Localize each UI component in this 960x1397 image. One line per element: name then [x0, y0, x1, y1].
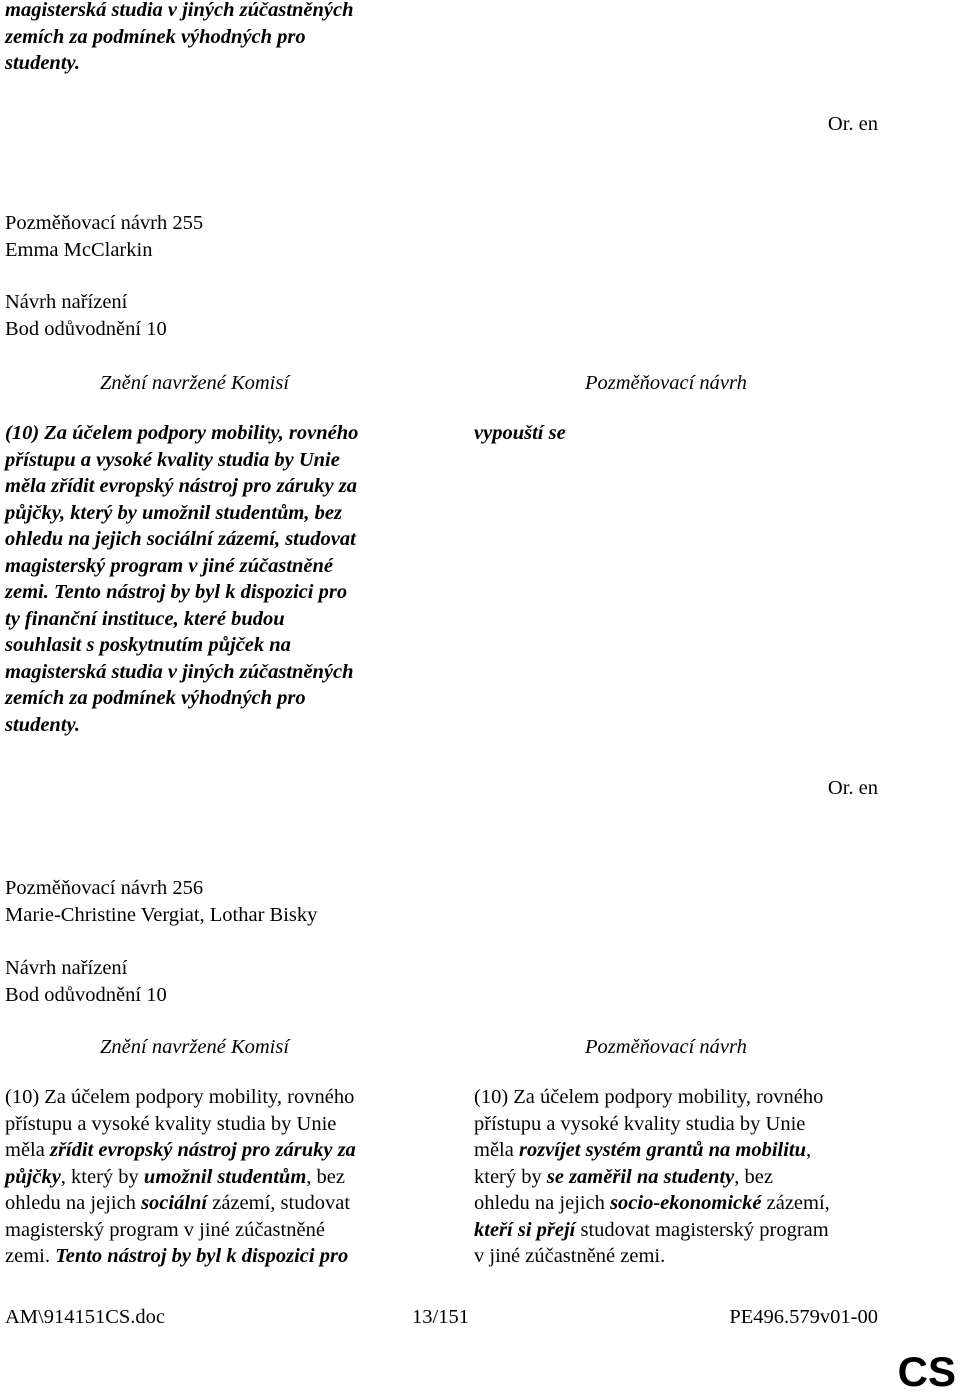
text-line: magisterský program v jiné zúčastněné — [5, 1218, 325, 1241]
text-line: magisterská studia v jiných zúčastněných — [5, 660, 354, 683]
text-line: (10) Za účelem podpory mobility, rovného — [5, 1086, 355, 1108]
text-line: zemích za podmínek výhodných pro — [5, 687, 306, 709]
text-line: ohledu na jejich sociální zázemí, studovat — [5, 528, 356, 550]
text-line — [5, 1137, 415, 1164]
amendment-text: vypouští se — [474, 422, 566, 444]
carryover-line: magisterská studia v jiných zúčastněných — [5, 0, 354, 21]
amendment-text — [474, 1084, 884, 1270]
carryover-line: studenty. — [5, 52, 80, 74]
text-line: zemi. Tento nástroj by byl k dispozici pro — [5, 581, 348, 603]
commission-text — [5, 420, 415, 738]
text-run: , — [806, 1139, 812, 1161]
text-line — [5, 1164, 415, 1191]
text-line: půjčky, který by umožnil studentům, bez — [5, 501, 342, 524]
amendment-title: Pozměňovací návrh 256 — [5, 877, 204, 899]
original-language-label: Or. en — [827, 777, 878, 799]
footer-pe-ref: PE496.579v01-00 — [729, 1306, 878, 1328]
carryover-text — [5, 0, 354, 77]
text-line — [474, 1217, 884, 1244]
text-run: zemi. — [5, 1245, 56, 1267]
text-run: , bez — [734, 1165, 773, 1188]
commission-text — [5, 1084, 415, 1270]
amendment-255-header — [5, 210, 203, 263]
right-column-header: Pozměňovací návrh — [585, 1036, 747, 1058]
text-line: souhlasit s poskytnutím půjček na — [5, 634, 291, 656]
original-language-label: Or. en — [827, 113, 878, 135]
text-line — [474, 1137, 884, 1164]
recital-label: Bod odůvodnění 10 — [5, 983, 167, 1006]
amendment-256-reference — [5, 955, 167, 1008]
text-line: magisterský program v jiné zúčastněné — [5, 554, 334, 577]
changed-text: zřídit evropský nástroj pro záruky za — [49, 1139, 356, 1161]
text-run: ohledu na jejich — [474, 1192, 611, 1214]
footer-doc-ref: AM\914151CS.doc — [5, 1306, 166, 1328]
amendment-255-reference — [5, 289, 167, 342]
text-line: přístupu a vysoké kvality studia by Unie — [5, 1112, 337, 1135]
left-column-header: Znění navržené Komisí — [100, 1036, 290, 1058]
text-run: zázemí, — [761, 1192, 830, 1214]
text-line — [5, 1190, 415, 1217]
recital-label: Bod odůvodnění 10 — [5, 317, 167, 340]
changed-text: sociální — [141, 1192, 208, 1214]
text-run: který by — [474, 1165, 547, 1188]
text-run: zázemí, studovat — [207, 1192, 351, 1214]
text-run: měla — [5, 1139, 50, 1161]
changed-text: půjčky — [5, 1165, 61, 1188]
amendment-256-header — [5, 875, 317, 928]
text-run: studovat magisterský program — [575, 1218, 829, 1241]
changed-text: Tento nástroj by byl k dispozici pro — [55, 1245, 349, 1267]
footer-page-number: 13/151 — [412, 1306, 469, 1328]
amendment-title: Pozměňovací návrh 255 — [5, 212, 204, 234]
text-line: ty finanční instituce, které budou — [5, 607, 285, 630]
text-run: měla — [474, 1139, 519, 1161]
text-run: ohledu na jejich — [5, 1192, 142, 1214]
changed-text: rozvíjet systém grantů na mobilitu — [518, 1139, 807, 1161]
carryover-line: zemích za podmínek výhodných pro — [5, 25, 306, 48]
left-column-header: Znění navržené Komisí — [100, 372, 290, 394]
text-run: , bez — [306, 1165, 345, 1188]
text-line — [5, 1243, 415, 1270]
changed-text: umožnil studentům — [143, 1165, 307, 1188]
changed-text: kteří si přejí — [474, 1218, 576, 1241]
text-line — [474, 1190, 884, 1217]
text-line: studenty. — [5, 713, 80, 736]
proposal-label: Návrh nařízení — [5, 957, 128, 979]
text-line: (10) Za účelem podpory mobility, rovného — [5, 422, 359, 444]
changed-text: se zaměřil na studenty — [546, 1165, 735, 1188]
text-line: přístupu a vysoké kvality studia by Unie — [474, 1112, 806, 1135]
text-line — [474, 1164, 884, 1191]
amendment-author: Emma McClarkin — [5, 238, 153, 261]
text-line: (10) Za účelem podpory mobility, rovného — [474, 1086, 824, 1108]
amendment-author: Marie-Christine Vergiat, Lothar Bisky — [5, 903, 318, 926]
changed-text: socio-ekonomické — [610, 1192, 762, 1214]
text-run: , který by — [60, 1165, 144, 1188]
text-line: měla zřídit evropský nástroj pro záruky za — [5, 475, 357, 497]
right-column-header: Pozměňovací návrh — [585, 372, 747, 394]
text-line: přístupu a vysoké kvality studia by Unie — [5, 448, 340, 471]
proposal-label: Návrh nařízení — [5, 291, 128, 313]
text-line: v jiné zúčastněné zemi. — [474, 1245, 666, 1267]
footer-language-code: CS — [897, 1348, 956, 1395]
